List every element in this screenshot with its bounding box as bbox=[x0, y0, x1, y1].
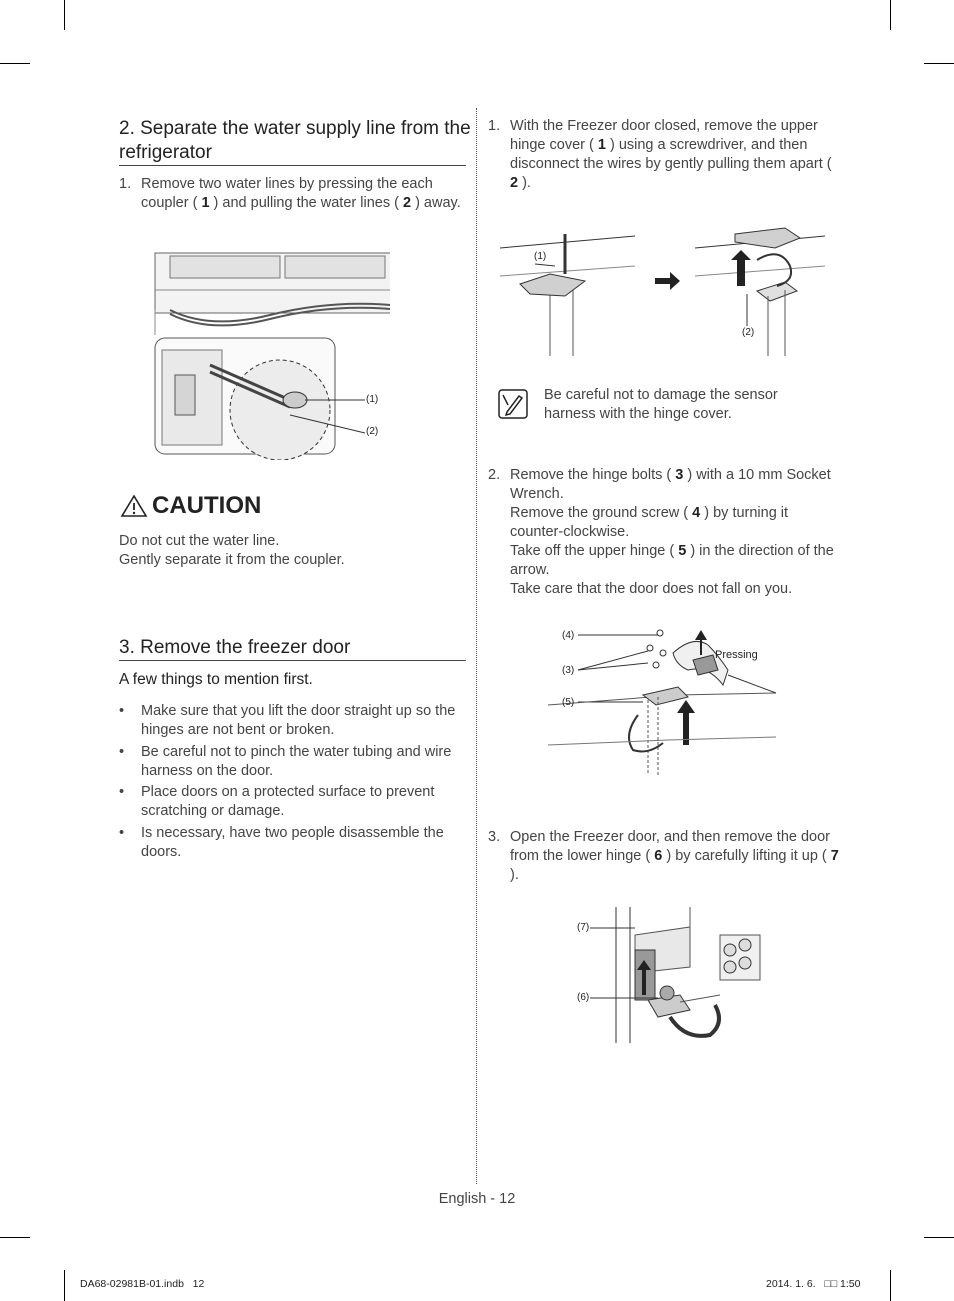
warning-triangle-icon bbox=[120, 494, 148, 518]
caution-heading: CAUTION bbox=[152, 492, 262, 519]
crop-mark bbox=[0, 63, 30, 64]
section3-rule bbox=[119, 660, 466, 661]
figure-label: (3) bbox=[562, 665, 575, 676]
right-step2: Remove the hinge bolts ( 3 ) with a 10 mm Socket Wrench. Remove the ground screw ( 4 ) by turning it counter-clockwise. Take off the upper hinge ( 5 ) in the direction of the arrow. Take care that the door does not fall on you. bbox=[510, 467, 834, 597]
up-arrow-icon bbox=[731, 250, 751, 286]
bullet-item: Make sure that you lift the door straight up so the hinges are not bent or broken. bbox=[141, 703, 456, 738]
figure-label: (1) bbox=[366, 394, 379, 405]
caution-text: Gently separate it from the coupler. bbox=[119, 552, 345, 568]
bullet-dot: • bbox=[119, 784, 125, 800]
lower-hinge-figure bbox=[570, 905, 765, 1045]
step-number: 2. bbox=[488, 467, 501, 483]
note-pencil-icon bbox=[498, 389, 530, 419]
crop-mark bbox=[890, 1270, 891, 1301]
figure-label: (2) bbox=[366, 426, 379, 437]
figure-label: (6) bbox=[577, 992, 590, 1003]
crop-mark bbox=[0, 1237, 30, 1238]
up-arrow-icon bbox=[677, 700, 695, 745]
crop-mark bbox=[64, 1270, 65, 1301]
water-line-figure bbox=[150, 250, 390, 460]
crop-mark bbox=[64, 0, 65, 30]
right-step1: With the Freezer door closed, remove the upper hinge cover ( 1 ) using a screwdriver, and then disconnect the wires by gently pulling them apart ( 2 ). bbox=[510, 118, 832, 191]
figure-label: (2) bbox=[742, 327, 755, 338]
bullet-dot: • bbox=[119, 744, 125, 760]
bullet-item: Be careful not to pinch the water tubing and wire harness on the door. bbox=[141, 744, 452, 779]
crop-mark bbox=[890, 0, 891, 30]
step-number: 3. bbox=[488, 829, 501, 845]
step-number: 1. bbox=[119, 176, 132, 192]
right-step3: Open the Freezer door, and then remove the door from the lower hinge ( 6 ) by carefully lifting it up ( 7 ). bbox=[510, 829, 839, 883]
step-number: 1. bbox=[488, 118, 501, 134]
bullet-dot: • bbox=[119, 703, 125, 719]
section2-title: 2. Separate the water supply line from the refrigerator bbox=[119, 118, 471, 163]
note-text: Be careful not to damage the sensor harness with the hinge cover. bbox=[544, 387, 778, 422]
crop-mark bbox=[924, 1237, 954, 1238]
hinge-cover-figure bbox=[495, 226, 830, 361]
bullet-dot: • bbox=[119, 825, 125, 841]
section2-rule bbox=[119, 165, 466, 166]
column-divider bbox=[476, 108, 477, 1184]
print-date: 2014. 1. 6. □□ 1:50 bbox=[766, 1278, 861, 1290]
figure-label: Pressing bbox=[715, 649, 758, 661]
section3-title: 3. Remove the freezer door bbox=[119, 637, 351, 658]
section2-step1: Remove two water lines by pressing the each coupler ( 1 ) and pulling the water lines ( 2 ) away. bbox=[141, 176, 461, 211]
section3-subtitle: A few things to mention first. bbox=[119, 671, 313, 688]
figure-label: (1) bbox=[534, 251, 547, 262]
bullet-item: Is necessary, have two people disassemble the doors. bbox=[141, 825, 444, 860]
figure-label: (5) bbox=[562, 697, 575, 708]
file-name: DA68-02981B-01.indb 12 bbox=[80, 1278, 205, 1290]
crop-mark bbox=[924, 63, 954, 64]
figure-label: (7) bbox=[577, 922, 590, 933]
bullet-item: Place doors on a protected surface to prevent scratching or damage. bbox=[141, 784, 435, 819]
caution-text: Do not cut the water line. bbox=[119, 533, 280, 549]
figure-label: (4) bbox=[562, 630, 575, 641]
page-number: English - 12 bbox=[438, 1191, 516, 1207]
right-arrow-icon bbox=[655, 272, 680, 290]
